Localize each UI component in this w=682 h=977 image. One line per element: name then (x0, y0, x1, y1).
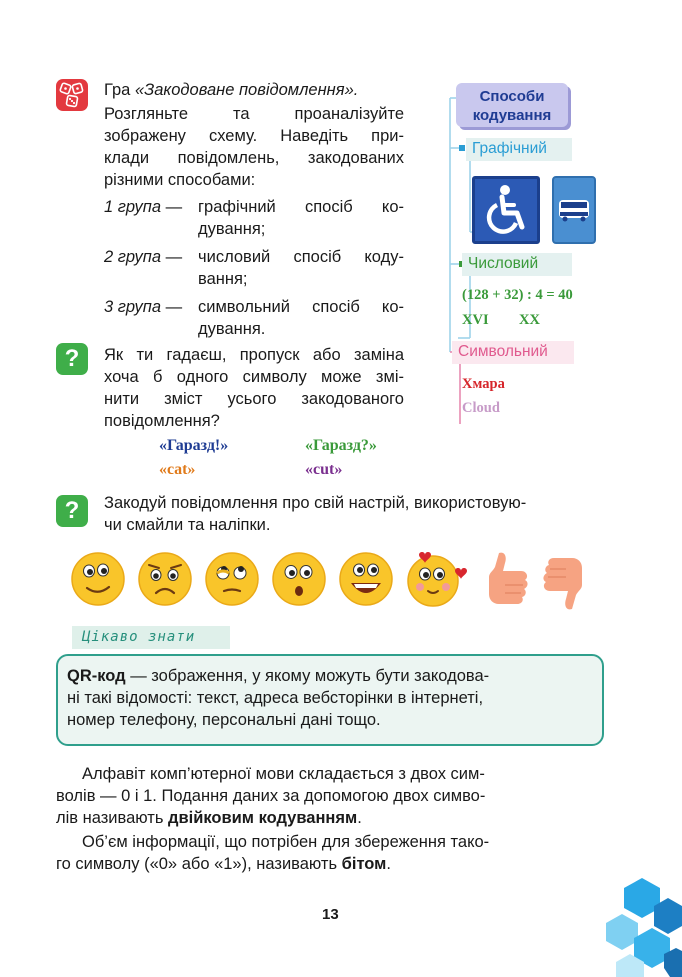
numeric-expression: (128 + 32) : 4 = 40 (462, 287, 573, 303)
sad-face-icon (137, 551, 193, 607)
numeric-label: Числовий (462, 253, 572, 276)
pair-garazd-question: «Гаразд?» (305, 437, 377, 454)
thumbs-down-icon (540, 553, 596, 609)
pair-cut: «cut» (305, 461, 343, 478)
task3-line: чи смайли та наліпки. (104, 516, 271, 534)
graphic-bullet (459, 145, 465, 151)
love-face-icon (405, 551, 461, 607)
roman-numeral-xvi: XVI (462, 312, 489, 328)
task1-line: зображену схему. Наведіть при- (104, 127, 404, 145)
wheelchair-sign-icon (472, 176, 540, 244)
task1-line: різними способами: (104, 171, 256, 189)
task1-heading: Гра «Закодоване повідомлення». (104, 81, 359, 99)
task2-line: Як ти гадаєш, пропуск або заміна (104, 346, 404, 364)
word-cloud: Cloud (462, 400, 500, 416)
paragraph-alphabet: Алфавіт комп’ютерної мови складається з двох сим- волів — 0 і 1. Подання даних за допомогою двох симво- лів називають двійковим кодуванням. (56, 765, 486, 827)
pair-garazd-exclaim: «Гаразд!» (159, 437, 229, 454)
cikavo-tab: Цікаво знати (72, 626, 230, 649)
pair-cat: «cat» (159, 461, 196, 478)
diagram-title: Способи кодування (456, 83, 568, 127)
surprised-face-icon (271, 551, 327, 607)
question-icon: ? (56, 495, 88, 527)
paragraph-bit: Об’єм інформації, що потрібен для збереження тако- го символу («0» або «1»), називають бітом. (56, 833, 490, 873)
group-item: 2 група — числовий спосіб коду- вання; (104, 248, 404, 288)
game-task-icon (56, 79, 88, 111)
task2-line: нити зміст усього закодованого (104, 390, 404, 408)
bus-sign-icon (552, 176, 596, 244)
question-icon: ? (56, 343, 88, 375)
roman-numeral-xx: XX (519, 312, 540, 328)
task3-text (104, 492, 604, 536)
task1-text (104, 79, 404, 191)
group-item: 3 група — символьний спосіб ко- дування. (104, 298, 404, 338)
graphic-label: Графічний (466, 138, 572, 161)
task2-line: хоча б одного символу може змі- (104, 368, 404, 386)
thumbs-up-icon (481, 549, 537, 605)
task1-line: клади повідомлень, закодованих (104, 149, 404, 167)
task1-groups (104, 196, 404, 340)
hexagon-decoration (600, 870, 682, 977)
word-hmara: Хмара (462, 376, 505, 392)
eye-roll-face-icon (204, 551, 260, 607)
task3-line: Закодуй повідомлення про свій настрій, використовую- (104, 494, 527, 512)
group-item: 1 група — графічний спосіб ко- дування; (104, 198, 404, 238)
task2-line: повідомлення? (104, 412, 220, 430)
qr-text: QR-код — зображення, у якому можуть бути закодова- ні такі відомості: текст, адреса вебсторінки в інтернеті, номер телефону, персональні дані тощо. (67, 667, 490, 729)
symbol-label: Символьний (452, 341, 574, 364)
grinning-face-icon (338, 551, 394, 607)
smiling-face-icon (70, 551, 126, 607)
qr-info-box (56, 654, 604, 746)
page-number: 13 (322, 906, 339, 923)
task2-text (104, 344, 404, 432)
task1-line: Розгляньте та проаналізуйте (104, 105, 404, 123)
